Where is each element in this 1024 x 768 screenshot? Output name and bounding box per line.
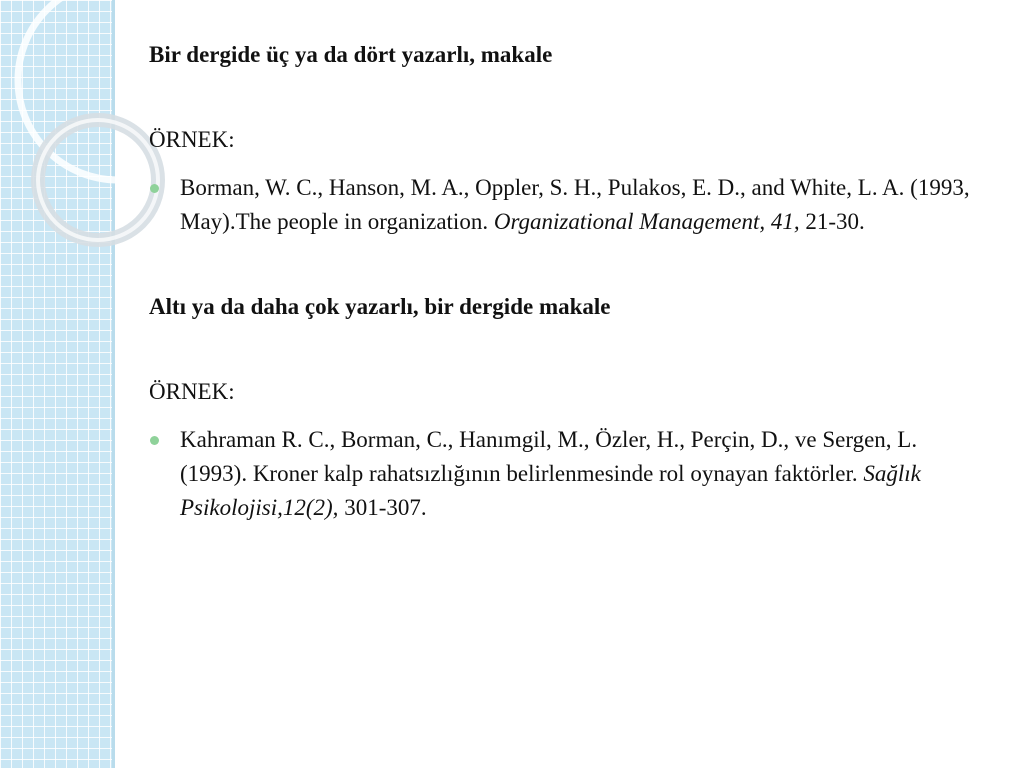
reference-item-1 [149, 171, 989, 239]
bullet-icon [150, 184, 159, 193]
reference-2-pages: 301-307. [338, 495, 427, 520]
slide-content [149, 38, 989, 525]
reference-1-journal: Organizational Management, 41, [493, 209, 800, 234]
reference-item-2 [149, 423, 989, 525]
decorative-rings [0, 0, 130, 260]
reference-1-text: Borman, W. C., Hanson, M. A., Oppler, S. H., Pulakos, E. D., and White, L. A. (1993, May).The people in organization. [180, 175, 970, 234]
reference-1-pages: 21-30. [799, 209, 865, 234]
example-label-2: ÖRNEK: [149, 379, 235, 404]
section-heading-2: Altı ya da daha çok yazarlı, bir dergide makale [149, 294, 611, 319]
reference-2-journal: Sağlık Psikolojisi,12(2), [180, 461, 921, 520]
bullet-icon [150, 436, 159, 445]
section-heading-1: Bir dergide üç ya da dört yazarlı, makale [149, 42, 553, 67]
reference-2-text: Kahraman R. C., Borman, C., Hanımgil, M., Özler, H., Perçin, D., ve Sergen, L. (1993). Kroner kalp rahatsızlığının belirlenmesinde rol oynayan faktörler. [180, 427, 918, 486]
example-label-1: ÖRNEK: [149, 127, 235, 152]
